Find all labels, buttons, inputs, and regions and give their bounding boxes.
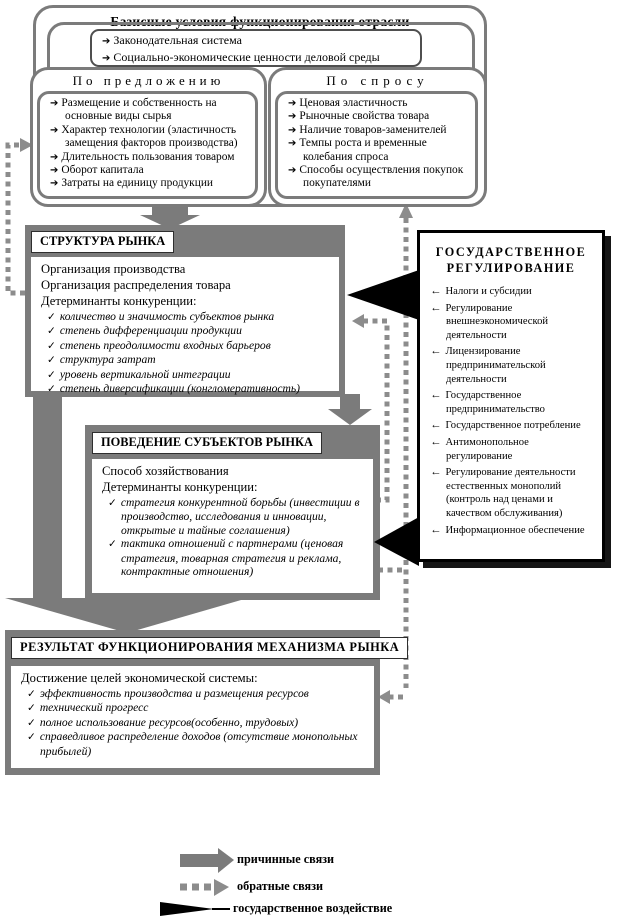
market-structure-label: СТРУКТУРА РЫНКА <box>31 231 174 253</box>
supply-item-label: Длительность пользования товаром <box>61 150 235 163</box>
regulation-item-label: Лицензирование предпринимательской деятельности <box>445 346 546 385</box>
demand-item-label: Наличие товаров-заменителей <box>299 123 447 136</box>
legend-causal-label: причинные связи <box>237 852 335 866</box>
title-line: РЕГУЛИРОВАНИЕ <box>446 261 576 275</box>
regulation-item-label: Антимонопольное регулирование <box>445 436 529 462</box>
right-arrow-bullet-icon: ➔ <box>50 151 59 163</box>
check-icon: ✓ <box>47 312 56 323</box>
supply-item-label: Размещение и собственность на основные виды сырья <box>61 97 217 123</box>
base-item-label: Законодательная система <box>113 33 242 47</box>
right-arrow-bullet-icon: ➔ <box>50 98 59 109</box>
regulation-item-label: Информационное обеспечение <box>445 524 585 536</box>
demand-item-label: Темпы роста и временные колебания спроса <box>299 137 427 163</box>
left-arrow-bullet-icon: ← <box>430 301 442 314</box>
left-arrow-bullet-icon: ← <box>430 435 442 448</box>
structure-line: Организация распределения товара <box>41 278 231 292</box>
regulation-item-label: Регулирование внешнеэкономической деятельности <box>445 302 549 341</box>
structure-check-label: степень преодолимости входных барьеров <box>59 338 271 352</box>
structure-line: Организация производства <box>41 262 186 276</box>
right-arrow-bullet-icon: ➔ <box>288 165 297 177</box>
supply-item-label: Затраты на единицу продукции <box>61 177 214 190</box>
regulation-item-label: Государственное предпринимательство <box>445 390 545 415</box>
check-icon: ✓ <box>27 689 36 700</box>
result-check-label: эффективность производства и размещения ресурсов <box>39 687 309 700</box>
regulation-item-label: Налоги и субсидии <box>445 286 532 297</box>
check-icon: ✓ <box>47 326 56 338</box>
regulation-item-label: Государственное потребление <box>445 420 581 432</box>
market-result-label: РЕЗУЛЬТАТ ФУНКЦИОНИРОВАНИЯ МЕХАНИЗМА РЫНКА <box>11 637 408 659</box>
left-arrow-bullet-icon: ← <box>430 419 442 432</box>
right-arrow-bullet-icon: ➔ <box>288 124 297 136</box>
right-arrow-bullet-icon: ➔ <box>50 165 59 177</box>
structure-check-label: количество и значимость субъектов рынка <box>59 310 275 323</box>
check-icon: ✓ <box>47 340 56 352</box>
base-item-label: Социально-экономические ценности деловой среды <box>113 49 380 64</box>
market-behavior-label: ПОВЕДЕНИЕ СУБЪЕКТОВ РЫНКА <box>92 432 322 454</box>
structure-check-label: уровень вертикальной интеграции <box>59 367 231 381</box>
right-arrow-bullet-icon: ➔ <box>50 124 59 136</box>
structure-check-label: степень дифференциации продукции <box>59 324 242 338</box>
state-wedge-to-behavior-icon <box>374 517 419 566</box>
behavior-line: Детерминанты конкуренции: <box>102 480 258 494</box>
demand-item-label: Ценовая эластичность <box>299 97 408 109</box>
supply-item-label: Оборот капитала <box>61 164 144 177</box>
demand-item-label: Рыночные свойства товара <box>299 110 430 123</box>
right-arrow-bullet-icon: ➔ <box>102 52 111 64</box>
behavior-line: Способ хозяйствования <box>102 464 229 478</box>
check-icon: ✓ <box>47 384 56 396</box>
left-arrow-bullet-icon: ← <box>430 345 442 358</box>
demand-box-title: По спросу <box>326 73 429 88</box>
check-icon: ✓ <box>27 717 36 729</box>
regulation-item-label: Регулирование деятельности естественных монополий (контроль над ценами и качеством обслуживания) <box>445 467 576 519</box>
result-check-label: полное использование ресурсов(особенно, трудовых) <box>39 715 299 729</box>
right-arrow-bullet-icon: ➔ <box>288 98 297 109</box>
check-icon: ✓ <box>47 369 56 381</box>
result-line: Достижение целей экономической системы: <box>21 671 258 685</box>
result-check-label: справедливое распределение доходов (отсутствие монопольных прибылей) <box>39 730 358 758</box>
left-arrow-bullet-icon: ← <box>430 466 442 479</box>
right-arrow-bullet-icon: ➔ <box>288 111 297 123</box>
check-icon: ✓ <box>47 355 56 367</box>
supply-box-title: По предложению <box>72 73 225 88</box>
behavior-check-label: тактика отношений с партнерами (ценовая стратегия, товарная стратегия и реклама, контрактные отношения) <box>120 537 344 579</box>
right-arrow-bullet-icon: ➔ <box>50 178 59 190</box>
supply-item-label: Характер технологии (эластичность замещения факторов производства) <box>61 123 238 150</box>
left-arrow-bullet-icon: ← <box>430 285 442 297</box>
result-check-label: технический прогресс <box>39 701 149 715</box>
demand-item-label: Способы осуществления покупок покупателями <box>299 164 464 190</box>
structure-line: Детерминанты конкуренции: <box>41 294 197 308</box>
right-arrow-bullet-icon: ➔ <box>288 138 297 150</box>
check-icon: ✓ <box>27 732 36 744</box>
left-arrow-bullet-icon: ← <box>430 389 442 402</box>
left-arrow-bullet-icon: ← <box>430 523 442 536</box>
structure-check-label: структура затрат <box>59 353 156 367</box>
state-wedge-to-structure-icon <box>347 270 419 320</box>
title-line: ГОСУДАРСТВЕННОЕ <box>435 245 587 259</box>
check-icon: ✓ <box>108 498 117 509</box>
right-arrow-bullet-icon: ➔ <box>102 36 111 47</box>
behavior-check-label: стратегия конкурентной борьбы (инвестиции в производство, исследования и инновации, открытые и тайные соглашения) <box>120 496 360 537</box>
legend-state-label: государственное воздействие <box>233 901 393 915</box>
check-icon: ✓ <box>27 703 36 715</box>
check-icon: ✓ <box>108 539 117 551</box>
basic-conditions-title: Базисные условия функционирования отрасли <box>110 14 410 29</box>
structure-check-label: степень диверсификации (конгломеративность) <box>59 382 301 396</box>
legend-feedback-label: обратные связи <box>237 879 324 893</box>
